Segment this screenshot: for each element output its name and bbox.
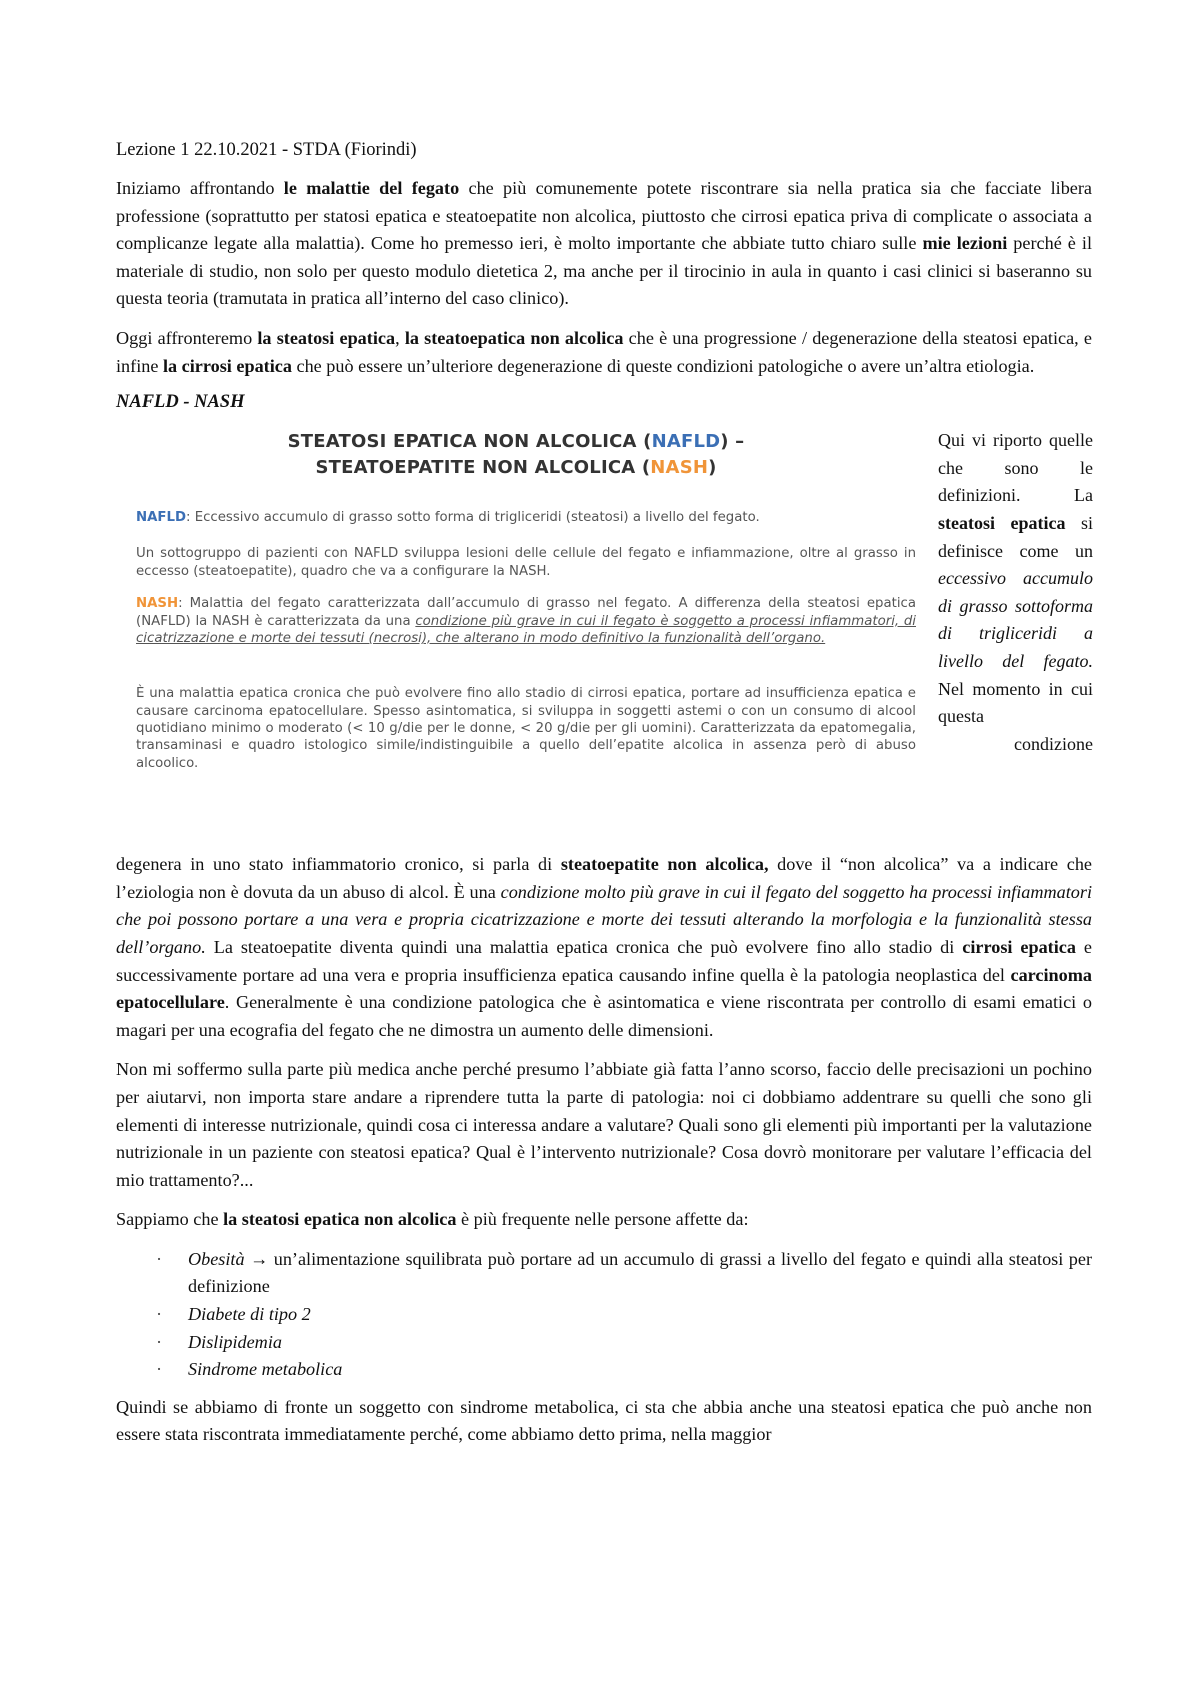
lesson-header: Lezione 1 22.10.2021 - STDA (Fiorindi)	[116, 140, 417, 160]
nutrition-paragraph: Non mi soffermo sulla parte più medica anche perché presumo l’abbiate già fatta l’anno scorso, faccio delle precisazioni un pochino per aiutarvi, non importa stare andare a riprendere tutta la parte di patologia: noi ci dobbiamo addentrare su quelli che sono gli elementi di interesse nutrizionale, quindi cosa ci interessa andare a valutare? Quali sono gli elementi più importanti per la valutazione nutrizionale in un paziente con steatosi epatica? Qual è l’intervento nutrizionale? Cosa dovrò monitorare per valutare l’efficacia del mio trattamento?...	[116, 1059, 1092, 1190]
steatoepatite-paragraph: degenera in uno stato infiammatorio cronico, si parla di steatoepatite non alcolica, dove il “non alcolica” va a indicare che l’eziologia non è dovuta da un abuso di alcol. È una condizione molto più grave in cui il fegato del soggetto ha processi infiammatori che poi possono portare a una vera e propria cicatrizzazione e morte dei tessuti alterando la morfologia e la funzionalità stessa dell’organo. La steatoepatite diventa quindi una malattia epatica cronica che può evolvere fino allo stadio di cirrosi epatica e successivamente portare ad una vera e propria insufficienza epatica causando infine quella è la patologia neoplastica del carcinoma epatocellulare. Generalmente è una condizione patologica che è asintomatica e viene riscontrata per controllo di esami ematici o magari per una ecografia del fegato che ne dimostra un aumento delle dimensioni.	[116, 854, 1092, 1040]
list-item: · Dislipidemia	[116, 1329, 1092, 1357]
slide-subgroup-text: Un sottogruppo di pazienti con NAFLD sviluppa lesioni delle cellule del fegato e infiammazione, oltre al grasso in eccesso (steatoepatite), quadro che va a configurare la NASH.	[136, 546, 916, 579]
list-item: · Sindrome metabolica	[116, 1356, 1092, 1384]
topics-paragraph: Oggi affronteremo la steatosi epatica, la steatoepatica non alcolica che è una progressione / degenerazione della steatosi epatica, e infine la cirrosi epatica che può essere un’ulteriore degenerazione di queste condizioni patologiche o avere un’altra etiologia.	[116, 327, 1092, 376]
figure-row	[116, 421, 1092, 851]
section-title: NAFLD - NASH	[116, 392, 245, 413]
slide-nafld-definition: NAFLD: Eccessivo accumulo di grasso sotto forma di trigliceridi (steatosi) a livello del fegato.	[136, 510, 760, 526]
closing-paragraph: Quindi se abbiamo di fronte un soggetto con sindrome metabolica, ci sta che abbia anche una steatosi epatica che può anche non essere stata riscontrata immediatamente perché, come abbiamo detto prima, nella maggior	[116, 1396, 1092, 1445]
intro-paragraph: Iniziamo affrontando le malattie del fegato che più comunemente potete riscontrare sia nella pratica sia che facciate libera professione (soprattutto per statosi epatica e steatoepatite non alcolica, piuttosto che cirrosi epatica priva di complicate o associata a complicanze legate alla malattia). Come ho premesso ieri, è molto importante che abbiate tutto chiaro sulle mie lezioni perché è il materiale di studio, non solo per questo modulo dietetica 2, ma anche per il tirocinio in aula in quanto i casi clinici si baseranno su questa teoria (tramutata in pratica all’interno del caso clinico).	[116, 178, 1092, 309]
document-page	[116, 140, 1092, 1449]
risk-factor-list	[116, 1246, 1092, 1384]
slide-nash-definition: NASH: Malattia del fegato caratterizzata dall’accumulo di grasso nel fegato. A differenza della steatosi epatica (NAFLD) la NASH è caratterizzata da una condizione più grave in cui il fegato è soggetto a processi infiammatori, di cicatrizzazione e morte dei tessuti (necrosi), che alterano in modo definitivo la funzionalità dell’organo.	[136, 596, 916, 646]
slide-title: STEATOSI EPATICA NON ALCOLICA (NAFLD) – STEATOEPATITE NON ALCOLICA (NASH)	[287, 431, 745, 479]
risk-intro-paragraph: Sappiamo che la steatosi epatica non alcolica è più frequente nelle persone affette da:	[116, 1209, 749, 1230]
side-text: Qui vi riporto quelle che sono le definizioni. La steatosi epatica si definisce come un eccessivo accumulo di grasso sottoforma di trigliceridi a livello del fegato. Nel momento in cui questa condizione	[938, 430, 1093, 754]
list-item: · Obesità → un’alimentazione squilibrata può portare ad un accumulo di grassi a livello del fegato e quindi alla steatosi per definizione	[116, 1246, 1092, 1301]
slide-chronic-text: È una malattia epatica cronica che può evolvere fino allo stadio di cirrosi epatica, portare ad insufficienza epatica e causare carcinoma epatocellulare. Spesso asintomatica, si sviluppa in soggetti astemi o con un consumo di alcool quotidiano minimo o moderato (< 10 g/die per le donne, < 20 g/die per gli uomini). Caratterizzata da epatomegalia, transaminasi e quadro istologico simile/indistinguibile a quello dell’epatite alcolica in assenza però di abuso alcoolico.	[136, 686, 916, 771]
slide-image	[116, 421, 916, 841]
list-item: · Diabete di tipo 2	[116, 1301, 1092, 1329]
